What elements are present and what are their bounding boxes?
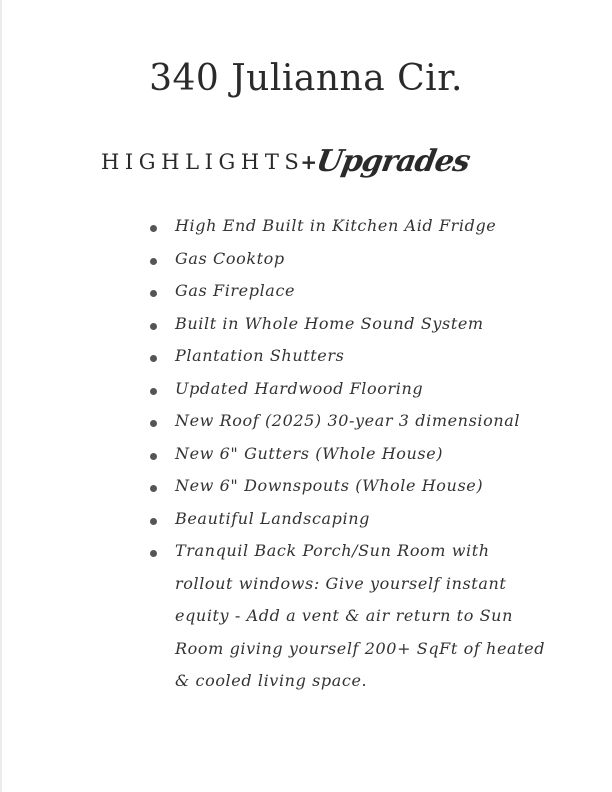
list-item	[148, 438, 548, 471]
heading-highlights: HIGHLIGHTS	[101, 150, 305, 174]
list-item	[148, 470, 548, 503]
list-item	[148, 405, 548, 438]
list-item-text: High End Built in Kitchen Aid Fridge	[175, 216, 497, 235]
list-item-text: New 6" Gutters (Whole House)	[175, 443, 444, 463]
highlights-list	[148, 210, 548, 698]
bullet-icon	[150, 225, 157, 232]
bullet-icon	[150, 323, 157, 330]
list-item	[148, 308, 548, 341]
bullet-icon	[150, 258, 157, 265]
list-item-text: New 6" Downspouts (Whole House)	[175, 476, 484, 495]
bullet-icon	[150, 485, 157, 492]
bullet-icon	[150, 550, 157, 557]
list-item-text: Tranquil Back Porch/Sun Room with rollout windows: Give yourself instant equity - Add a vent & air return to Sun Room giving yourself 200+ SqFt of heated & cooled living space.	[175, 541, 546, 690]
list-item-text: Gas Fireplace	[175, 281, 296, 300]
bullet-icon	[150, 388, 157, 395]
list-item-text: Beautiful Landscaping	[175, 508, 370, 528]
heading-upgrades-script: Upgrades	[313, 144, 473, 179]
list-item	[148, 373, 548, 406]
list-item-text: Plantation Shutters	[175, 346, 345, 365]
bullet-icon	[150, 355, 157, 362]
list-item	[148, 243, 548, 276]
bullet-icon	[150, 453, 157, 460]
list-item-text: Gas Cooktop	[175, 248, 285, 268]
heading-plus: +	[300, 150, 318, 174]
property-address: 340 Julianna Cir.	[149, 58, 463, 99]
list-item-text: New Roof (2025) 30-year 3 dimensional	[175, 411, 521, 430]
list-item	[148, 275, 548, 308]
section-heading	[101, 140, 473, 184]
bullet-icon	[150, 420, 157, 427]
list-item	[148, 340, 548, 373]
list-item	[148, 535, 548, 698]
bullet-icon	[150, 518, 157, 525]
list-item-text: Built in Whole Home Sound System	[175, 313, 484, 333]
list-item	[148, 210, 548, 243]
list-item-text: Updated Hardwood Flooring	[175, 378, 424, 398]
bullet-icon	[150, 290, 157, 297]
page-left-edge	[0, 0, 2, 792]
list-item	[148, 503, 548, 536]
